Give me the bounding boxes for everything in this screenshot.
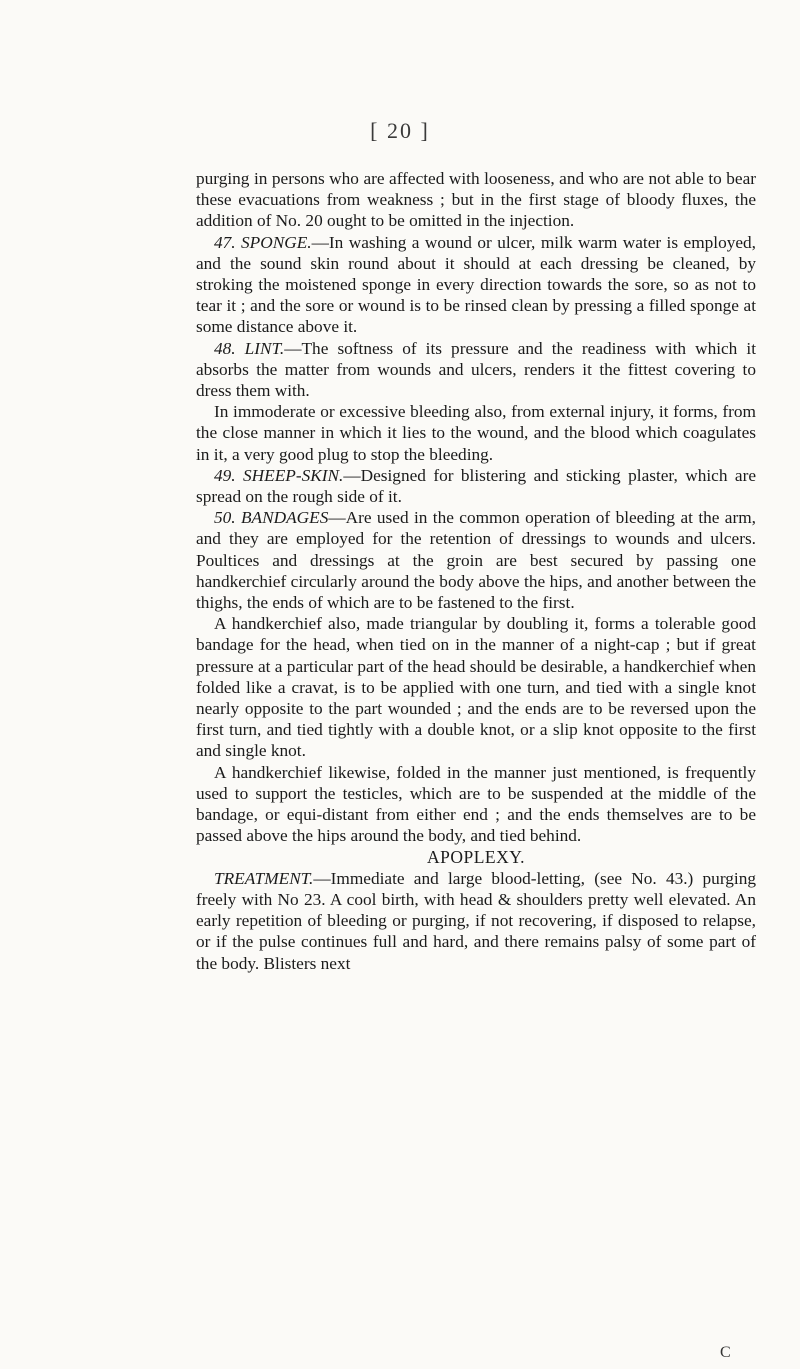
entry-text-sheep-skin: —Designed for blistering and sticking plaster, which are spread on the rough side of it. bbox=[196, 465, 756, 507]
page-number: [ 20 ] bbox=[370, 118, 430, 143]
catchword: C bbox=[720, 1344, 731, 1361]
paragraph-sponge bbox=[196, 232, 756, 338]
entry-title-sheep-skin: 49. SHEEP-SKIN. bbox=[214, 465, 344, 485]
entry-title-bandages: 50. BANDAGES bbox=[214, 508, 329, 528]
entry-text-treatment: —Immediate and large blood-letting, (see No. 43.) purging freely with No 23. A cool birth, with head & shoulders pretty well elevated. An early repetition of bleeding or purging, if not recovering, if disposed to relapse, or if the pulse continues full and hard, and there remains palsy of some part of the body. Blisters next bbox=[196, 868, 756, 973]
entry-title-treatment: TREATMENT. bbox=[214, 868, 314, 888]
entry-title-lint: 48. LINT. bbox=[214, 338, 285, 358]
paragraph-lint bbox=[196, 338, 756, 402]
entry-text-lint: —The softness of its pressure and the readiness with which it absorbs the matter from wounds and ulcers, renders it the fittest covering to dress them with. bbox=[196, 338, 756, 401]
paragraph-handkerchief-head: A handkerchief also, made triangular by doubling it, forms a tolerable good bandage for the head, when tied on in the manner of a night-cap ; but if great pressure at a particular part of the head should be desirable, a handkerchief when folded like a cravat, is to be applied with one turn, and tied with a single knot nearly opposite to the part wounded ; and the ends are to be reversed upon the first turn, and tied tightly with a double knot, or a slip knot opposite to the first and single knot. bbox=[196, 614, 756, 761]
entry-text-bandages: —Are used in the common operation of bleeding at the arm, and they are employed for the retention of dressings to wounds and ulcers. Poultices and dressings at the groin are best secured by passing one handkerchief circularly around the body above the hips, and another between the thighs, the ends of which are to be fastened to the first. bbox=[196, 508, 756, 613]
paragraph-bandages bbox=[196, 507, 756, 613]
paragraph-lint-bleeding: In immoderate or excessive bleeding also, from external injury, it forms, from the close manner in which it lies to the wound, and the blood which coagulates in it, a very good plug to stop the bleeding. bbox=[196, 402, 756, 464]
paragraph-handkerchief-likewise: A handkerchief likewise, folded in the manner just mentioned, is frequently used to support the testicles, which are to be suspended at the middle of the bandage, or equi-distant from either end ; and the ends themselves are to be passed above the hips around the body, and tied behind. bbox=[196, 762, 756, 846]
entry-title-sponge: 47. SPONGE. bbox=[214, 232, 312, 252]
paragraph-injection-continued: purging in persons who are affected with looseness, and who are not able to bear these evacuations from weakness ; but in the first stage of bloody fluxes, the addition of No. 20 ought to be omitted in the injection. bbox=[196, 169, 756, 231]
entry-text-sponge: —In washing a wound or ulcer, milk warm water is employed, and the sound skin round about it should at each dressing be cleaned, by stroking the moistened sponge in every direction towards the sore, so as not to tear it ; and the sore or wound is to be rinsed clean by pressing a filled sponge at some distance above it. bbox=[196, 232, 756, 337]
body-text bbox=[196, 168, 756, 974]
paragraph-treatment bbox=[196, 868, 756, 974]
section-heading-apoplexy: APOPLEXY. bbox=[426, 846, 525, 867]
paragraph-sheep-skin bbox=[196, 465, 756, 507]
